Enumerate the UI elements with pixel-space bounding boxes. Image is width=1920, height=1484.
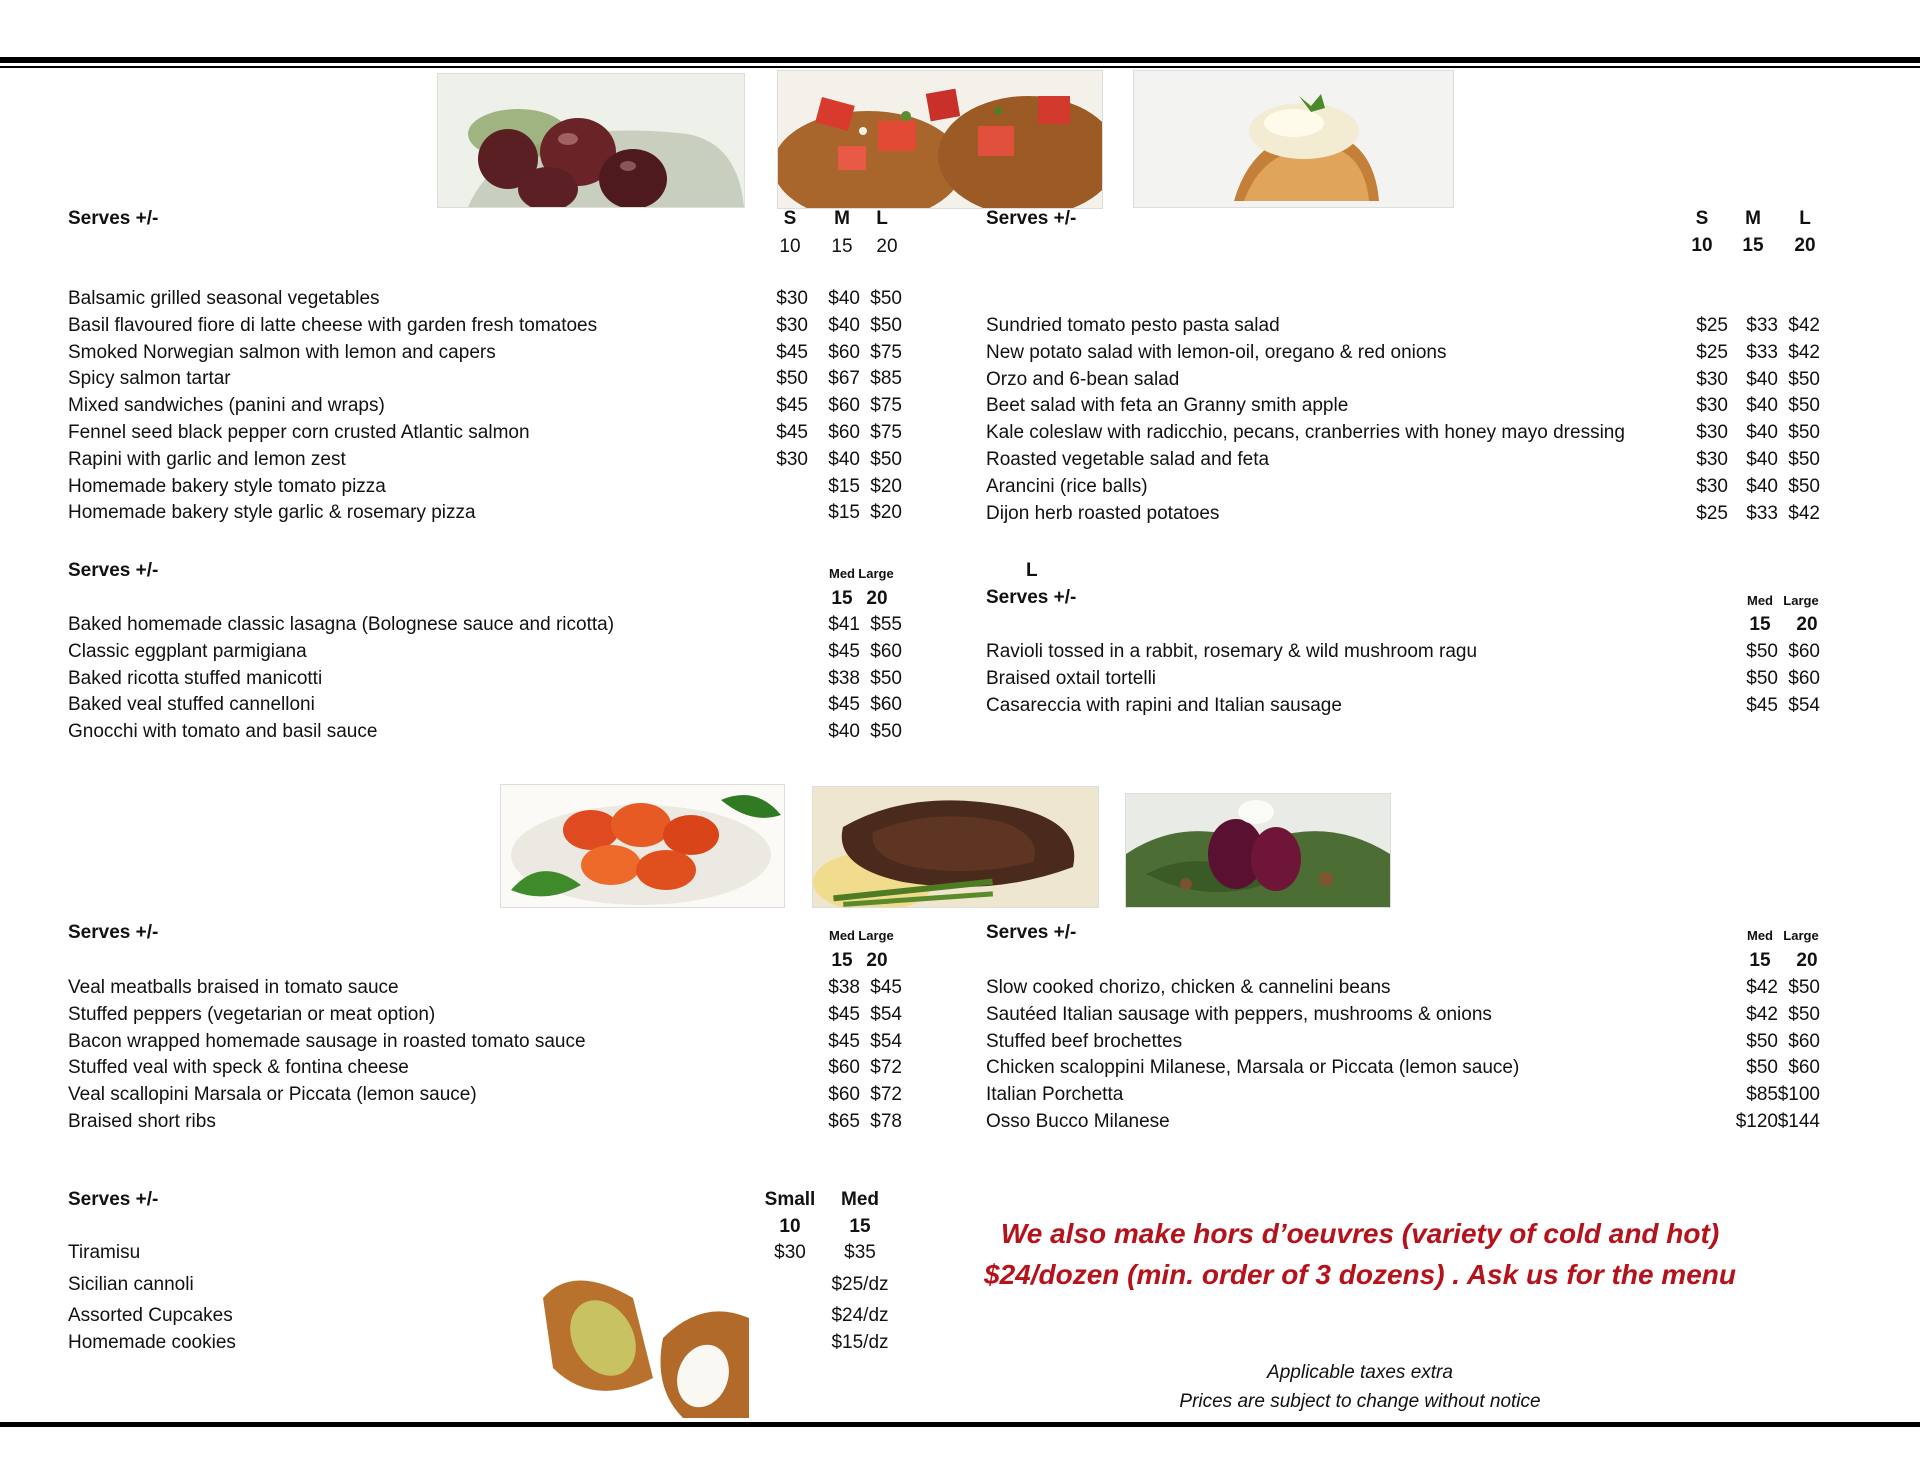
salads-item-price: $30: [1696, 475, 1728, 497]
desserts-item-price: $35: [844, 1242, 876, 1263]
appetizers-item-name: Homemade bakery style garlic & rosemary pizza: [68, 502, 476, 524]
desserts-item-price: $25/dz: [831, 1274, 889, 1295]
appetizers-item-price: $40: [828, 288, 860, 309]
salads-item-price: $30: [1696, 368, 1728, 390]
appetizers-item-price: $50: [870, 314, 902, 336]
salads-item-price: $42: [1788, 315, 1820, 336]
mains-right-item-price: $144: [1777, 1111, 1820, 1132]
mains-left-item-price: $45: [828, 1030, 860, 1052]
mains-left-size-med: Med: [829, 928, 855, 943]
top-rule-thick: [0, 57, 1920, 63]
appetizers-item-price: $85: [870, 368, 902, 390]
olives-photo: [437, 73, 745, 208]
appetizers-item-price: $15: [828, 502, 860, 524]
salads-item-name: Beet salad with feta an Granny smith apple: [986, 395, 1349, 417]
baked-pasta-item-price: $38: [828, 667, 860, 689]
desserts-size-med: Med: [841, 1189, 879, 1210]
appetizers-item-price: $60: [828, 395, 860, 417]
mains-left-item-price: $72: [870, 1084, 902, 1106]
salads-item-name: Dijon herb roasted potatoes: [986, 502, 1220, 524]
appetizers-count-l: 20: [876, 236, 898, 257]
baked-pasta-item-price: $60: [870, 694, 902, 716]
salads-item-price: $42: [1788, 502, 1820, 524]
appetizers-item-name: Rapini with garlic and lemon zest: [68, 448, 346, 470]
salads-item-price: $40: [1746, 422, 1778, 444]
mains-right-item-price: $120: [1735, 1111, 1778, 1132]
desserts-item-price: $15/dz: [831, 1332, 889, 1353]
salads-item-price: $25: [1696, 341, 1728, 363]
mains-left-serves-label: Serves +/-: [68, 922, 159, 943]
mains-left-item-name: Stuffed veal with speck & fontina cheese: [68, 1057, 409, 1079]
mains-right-serves-label: Serves +/-: [986, 922, 1077, 943]
pasta-item-name: Braised oxtail tortelli: [986, 667, 1157, 689]
mains-left-item-name: Braised short ribs: [68, 1111, 216, 1132]
appetizers-item-price: $40: [828, 314, 860, 336]
salads-item-price: $30: [1696, 422, 1728, 444]
mains-right-item-price: $50: [1788, 977, 1820, 998]
mains-right-item-name: Slow cooked chorizo, chicken & cannelini beans: [986, 977, 1391, 998]
baked-pasta-item-price: $41: [828, 614, 860, 635]
appetizers-item-name: Balsamic grilled seasonal vegetables: [68, 288, 380, 309]
mains-left-item-price: $45: [828, 1003, 860, 1025]
appetizers-item-name: Spicy salmon tartar: [68, 368, 231, 390]
appetizers-item-price: $75: [870, 422, 902, 443]
salads-count-m: 15: [1742, 235, 1764, 256]
baked-pasta-count-large: 20: [866, 588, 888, 609]
salads-item-price: $50: [1788, 422, 1820, 444]
salads-item-price: $50: [1788, 475, 1820, 497]
salads-item-name: Orzo and 6-bean salad: [986, 368, 1180, 390]
pasta-item-name: Ravioli tossed in a rabbit, rosemary & wild mushroom ragu: [986, 641, 1478, 662]
top-rule-thin: [0, 66, 1920, 68]
appetizers-item-price: $50: [776, 368, 808, 390]
desserts-item-name: Assorted Cupcakes: [68, 1305, 233, 1326]
pasta-item-price: $50: [1746, 667, 1778, 689]
pasta-count-large: 20: [1796, 614, 1818, 635]
mains-left-item-name: Veal meatballs braised in tomato sauce: [68, 977, 399, 998]
pasta-item-price: $50: [1746, 641, 1778, 662]
salads-count-l: 20: [1794, 235, 1816, 256]
salads-item-price: $50: [1788, 395, 1820, 417]
mains-left-size-large: Large: [858, 928, 894, 943]
desserts-item-price: $24/dz: [831, 1305, 889, 1326]
appetizers-item-price: $30: [776, 288, 808, 309]
salads-item-price: $33: [1746, 502, 1778, 524]
pasta-stray-label: L: [1026, 560, 1038, 581]
appetizers-size-s: S: [783, 208, 797, 229]
pasta-item-price: $54: [1788, 694, 1820, 716]
mains-left-item-price: $60: [828, 1057, 860, 1079]
desserts-count-med: 15: [849, 1216, 871, 1237]
salads-serves-label: Serves +/-: [986, 208, 1077, 229]
appetizers-item-price: $50: [870, 448, 902, 470]
salads-size-s: S: [1695, 208, 1709, 229]
baked-pasta-size-med: Med: [829, 566, 855, 581]
mains-right-item-price: $42: [1746, 977, 1778, 998]
appetizers-item-price: $20: [870, 475, 902, 497]
salads-item-name: Sundried tomato pesto pasta salad: [986, 315, 1280, 336]
appetizers-item-price: $40: [828, 448, 860, 470]
baked-pasta-serves-label: Serves +/-: [68, 560, 159, 581]
mains-right-item-name: Italian Porchetta: [986, 1084, 1124, 1106]
appetizers-item-name: Basil flavoured fiore di latte cheese with garden fresh tomatoes: [68, 314, 598, 336]
salads-item-price: $33: [1746, 315, 1778, 336]
price-change-note: Prices are subject to change without notice: [1179, 1391, 1541, 1412]
desserts-count-small: 10: [779, 1216, 801, 1237]
salads-item-price: $40: [1746, 368, 1778, 390]
baked-pasta-count-med: 15: [831, 588, 853, 609]
mains-left-item-price: $45: [870, 977, 902, 998]
appetizers-item-name: Fennel seed black pepper corn crusted Atlantic salmon: [68, 422, 530, 443]
appetizers-item-name: Homemade bakery style tomato pizza: [68, 475, 386, 497]
mains-right-size-med: Med: [1747, 928, 1773, 943]
pasta-size-large: Large: [1783, 593, 1819, 608]
appetizers-item-price: $75: [870, 341, 902, 363]
bruschetta-photo: [777, 70, 1103, 209]
appetizers-item-price: $30: [776, 448, 808, 470]
mains-left-item-price: $72: [870, 1057, 902, 1079]
salads-item-name: New potato salad with lemon-oil, oregano & red onions: [986, 341, 1447, 363]
desserts-item-name: Sicilian cannoli: [68, 1274, 194, 1295]
desserts-item-price: $30: [774, 1242, 806, 1263]
appetizers-item-name: Smoked Norwegian salmon with lemon and capers: [68, 341, 496, 363]
appetizers-item-price: $75: [870, 395, 902, 417]
baked-pasta-item-price: $50: [870, 667, 902, 689]
pasta-item-name: Casareccia with rapini and Italian sausage: [986, 694, 1342, 716]
mains-right-item-price: $60: [1788, 1030, 1820, 1052]
mains-right-count-large: 20: [1796, 950, 1818, 971]
mains-right-item-price: $60: [1788, 1057, 1820, 1079]
mains-right-item-price: $50: [1788, 1003, 1820, 1025]
mains-right-item-name: Stuffed beef brochettes: [986, 1030, 1183, 1052]
mains-left-item-price: $54: [870, 1003, 902, 1025]
pasta-size-med: Med: [1747, 593, 1773, 608]
appetizers-item-price: $15: [828, 475, 860, 497]
mains-left-count-med: 15: [831, 950, 853, 971]
baked-pasta-item-name: Baked veal stuffed cannelloni: [68, 694, 315, 716]
appetizers-count-s: 10: [779, 236, 801, 257]
salads-item-price: $50: [1788, 449, 1820, 470]
appetizers-item-price: $45: [776, 422, 808, 443]
salads-item-price: $40: [1746, 475, 1778, 497]
mains-left-count-large: 20: [866, 950, 888, 971]
salads-item-price: $25: [1696, 315, 1728, 336]
salads-item-price: $40: [1746, 449, 1778, 470]
mains-right-size-large: Large: [1783, 928, 1819, 943]
mains-right-item-price: $50: [1746, 1057, 1778, 1079]
mains-right-item-name: Chicken scaloppini Milanese, Marsala or Piccata (lemon sauce): [986, 1057, 1520, 1079]
appetizers-item-price: $67: [828, 368, 860, 390]
baked-pasta-item-name: Classic eggplant parmigiana: [68, 640, 307, 662]
salads-item-name: Kale coleslaw with radicchio, pecans, cranberries with honey mayo dressing: [986, 422, 1625, 444]
salads-size-m: M: [1745, 208, 1761, 229]
mains-right-item-name: Osso Bucco Milanese: [986, 1111, 1170, 1132]
salads-count-s: 10: [1691, 235, 1713, 256]
mains-left-item-price: $60: [828, 1084, 860, 1106]
desserts-size-small: Small: [764, 1189, 816, 1210]
salads-item-price: $50: [1788, 368, 1820, 390]
salads-item-name: Roasted vegetable salad and feta: [986, 449, 1270, 470]
appetizers-size-l: L: [876, 208, 888, 229]
baked-pasta-item-name: Baked ricotta stuffed manicotti: [68, 667, 323, 689]
pasta-serves-label: Serves +/-: [986, 587, 1077, 608]
promo-line-2: $24/dozen (min. order of 3 dozens) . Ask us for the menu: [984, 1259, 1736, 1290]
taxes-note: Applicable taxes extra: [1267, 1362, 1453, 1383]
mains-left-item-name: Bacon wrapped homemade sausage in roasted tomato sauce: [68, 1030, 586, 1052]
baked-pasta-item-price: $45: [828, 694, 860, 716]
appetizers-item-price: $45: [776, 395, 808, 417]
salads-item-price: $40: [1746, 395, 1778, 417]
desserts-item-name: Tiramisu: [68, 1242, 141, 1263]
salads-item-price: $33: [1746, 341, 1778, 363]
desserts-serves-label: Serves +/-: [68, 1189, 159, 1210]
salads-item-price: $25: [1696, 502, 1728, 524]
baked-pasta-item-price: $55: [870, 614, 902, 635]
mains-left-item-name: Veal scallopini Marsala or Piccata (lemon sauce): [68, 1084, 477, 1106]
appetizers-count-m: 15: [831, 236, 853, 257]
mains-left-item-price: $65: [828, 1111, 860, 1132]
mains-left-item-name: Stuffed peppers (vegetarian or meat option): [68, 1003, 436, 1025]
mains-right-item-price: $50: [1746, 1030, 1778, 1052]
pasta-item-price: $60: [1788, 667, 1820, 689]
crostini-photo: [1133, 70, 1454, 208]
salads-size-l: L: [1799, 208, 1811, 229]
mains-left-item-price: $78: [870, 1111, 902, 1132]
salads-item-name: Arancini (rice balls): [986, 475, 1148, 497]
baked-pasta-item-name: Baked homemade classic lasagna (Bolognese sauce and ricotta): [68, 614, 615, 635]
appetizers-serves-label: Serves +/-: [68, 208, 159, 229]
beet-salad-photo: [1125, 793, 1391, 908]
appetizers-item-price: $50: [870, 288, 902, 309]
appetizers-item-price: $20: [870, 502, 902, 524]
appetizers-item-name: Mixed sandwiches (panini and wraps): [68, 395, 385, 417]
promo-line-1: We also make hors d’oeuvres (variety of cold and hot): [1000, 1218, 1720, 1249]
mains-right-item-name: Sautéed Italian sausage with peppers, mushrooms & onions: [986, 1003, 1492, 1025]
salads-item-price: $42: [1788, 341, 1820, 363]
mains-left-item-price: $38: [828, 977, 860, 998]
mains-left-item-price: $54: [870, 1030, 902, 1052]
mains-right-item-price: $42: [1746, 1003, 1778, 1025]
mains-right-count-med: 15: [1749, 950, 1771, 971]
mains-right-item-price: $100: [1777, 1084, 1820, 1106]
salads-item-price: $30: [1696, 449, 1728, 470]
cannoli-photo: [533, 1258, 749, 1418]
appetizers-item-price: $60: [828, 341, 860, 363]
appetizers-item-price: $30: [776, 314, 808, 336]
baked-pasta-item-price: $60: [870, 640, 902, 662]
pasta-item-price: $60: [1788, 641, 1820, 662]
appetizers-item-price: $45: [776, 341, 808, 363]
mains-right-item-price: $85: [1746, 1084, 1778, 1106]
desserts-item-name: Homemade cookies: [68, 1332, 236, 1353]
baked-pasta-item-price: $45: [828, 640, 860, 662]
baked-pasta-item-name: Gnocchi with tomato and basil sauce: [68, 721, 378, 743]
baked-pasta-item-price: $40: [828, 721, 860, 743]
appetizers-item-price: $60: [828, 422, 860, 443]
gnocchi-photo: [500, 784, 785, 908]
short-ribs-photo: [812, 786, 1099, 908]
pasta-item-price: $45: [1746, 694, 1778, 716]
bottom-rule: [0, 1422, 1920, 1427]
pasta-count-med: 15: [1749, 614, 1771, 635]
baked-pasta-item-price: $50: [870, 721, 902, 743]
appetizers-size-m: M: [834, 208, 850, 229]
salads-item-price: $30: [1696, 395, 1728, 417]
baked-pasta-size-large: Large: [858, 566, 894, 581]
